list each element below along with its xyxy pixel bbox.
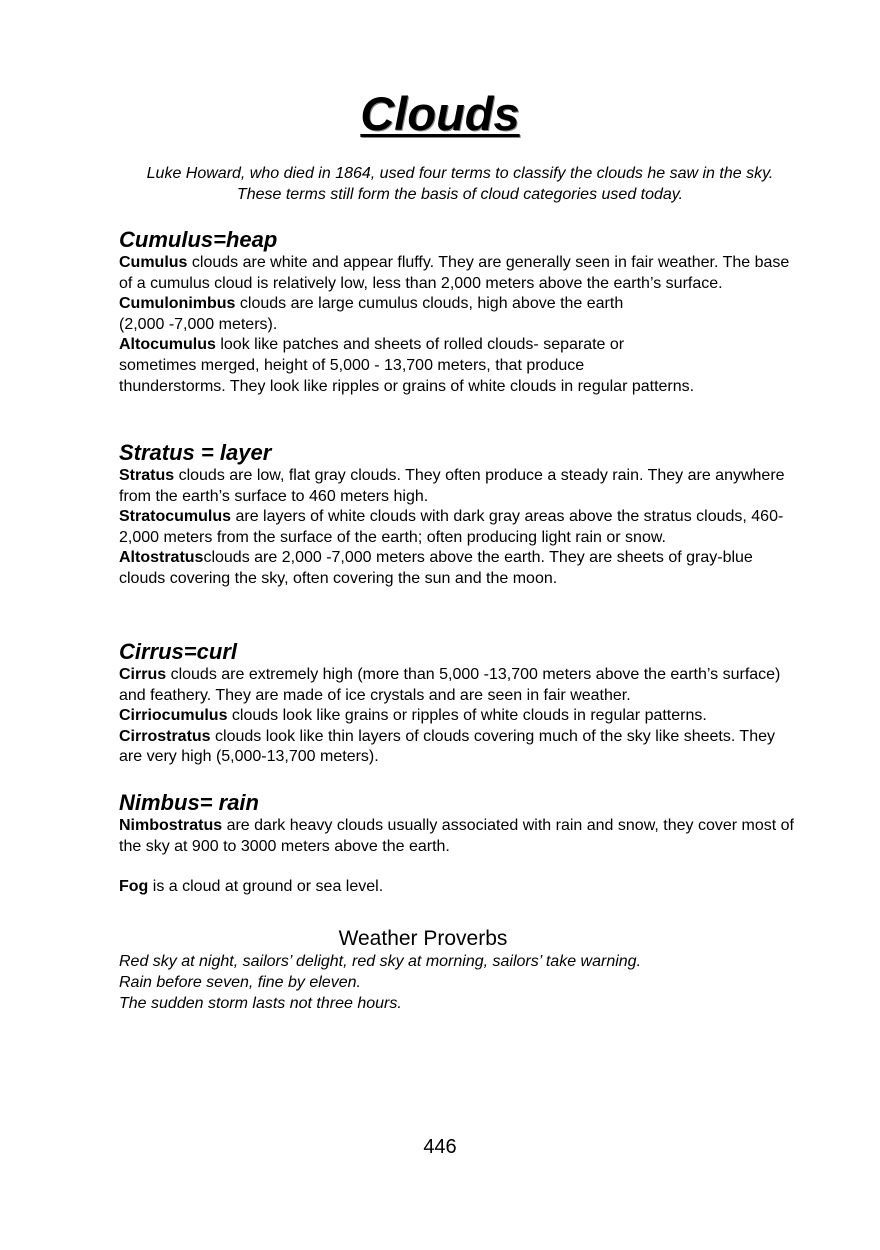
definition: clouds look like thin layers of clouds covering much of the sky like sheets. They are very high (5,000-13,700 meters). <box>119 727 775 766</box>
proverb: The sudden storm lasts not three hours. <box>119 995 402 1012</box>
term: Cumulonimbus <box>119 295 236 313</box>
section-nimbus <box>119 790 799 898</box>
fog-paragraph <box>119 877 799 898</box>
page-number: 446 <box>423 1136 457 1158</box>
intro-paragraph <box>100 163 820 205</box>
section-cumulus <box>119 227 799 397</box>
definition-cont: (2,000 -7,000 meters). <box>119 315 278 333</box>
section-heading: Stratus = layer <box>119 440 272 465</box>
term: Cirrostratus <box>119 727 211 745</box>
proverb: Red sky at night, sailors’ delight, red sky at morning, sailors’ take warning. <box>119 953 642 970</box>
definition: clouds are 2,000 -7,000 meters above the earth. They are sheets of gray-blue clouds covering the sky, often covering the sun and the moon. <box>119 549 753 587</box>
definition: clouds are low, flat gray clouds. They often produce a steady rain. They are anywhere from the earth’s surface to 460 meters high. <box>119 467 785 505</box>
term: Cirrus <box>119 666 167 683</box>
cirrus-paragraph <box>119 665 799 706</box>
proverb: Rain before seven, fine by eleven. <box>119 974 361 991</box>
definition: are dark heavy clouds usually associated with rain and snow, they cover most of the sky at 900 to 3000 meters above the earth. <box>119 817 794 855</box>
cumulus-paragraph <box>119 253 799 294</box>
stratocumulus-paragraph <box>119 507 799 548</box>
altocumulus-paragraph <box>119 335 799 397</box>
cirriocumulus-paragraph <box>119 706 799 727</box>
definition: clouds are large cumulus clouds, high above the earth <box>235 295 624 313</box>
term: Altostratus <box>119 549 204 567</box>
definition-cont: thunderstorms. They look like ripples or grains of white clouds in regular patterns. <box>119 377 695 395</box>
definition: is a cloud at ground or sea level. <box>148 878 384 896</box>
definition: clouds look like grains or ripples of white clouds in regular patterns. <box>227 707 707 725</box>
nimbostratus-paragraph <box>119 816 799 857</box>
intro-line-1: Luke Howard, who died in 1864, used four terms to classify the clouds he saw in the sky. <box>146 165 774 182</box>
definition: clouds are white and appear fluffy. They are generally seen in fair weather. The base of a cumulus cloud is relatively low, less than 2,000 meters above the earth’s surface. <box>119 254 790 292</box>
definition: are layers of white clouds with dark gray areas above the stratus clouds, 460- 2,000 meters from the surface of the earth; often producing light rain or snow. <box>119 508 784 546</box>
intro-line-2: These terms still form the basis of cloud categories used today. <box>236 186 684 203</box>
proverbs-list <box>119 951 799 1014</box>
term: Cumulus <box>119 254 188 271</box>
section-heading: Cumulus=heap <box>119 227 278 252</box>
term: Cirriocumulus <box>119 707 228 725</box>
cumulonimbus-paragraph <box>119 294 799 335</box>
definition: look like patches and sheets of rolled clouds- separate or <box>215 336 625 354</box>
cirrostratus-paragraph <box>119 727 799 768</box>
stratus-paragraph <box>119 466 799 507</box>
section-heading: Nimbus= rain <box>119 790 259 815</box>
definition-cont: sometimes merged, height of 5,000 - 13,700 meters, that produce <box>119 356 585 374</box>
term: Stratocumulus <box>119 508 232 526</box>
page-title: Clouds <box>360 87 520 140</box>
term: Fog <box>119 878 149 896</box>
definition: clouds are extremely high (more than 5,000 -13,700 meters above the earth’s surface) and feathery. They are made of ice crystals and are seen in fair weather. <box>119 666 781 704</box>
term: Stratus <box>119 467 175 484</box>
section-stratus <box>119 440 799 590</box>
proverbs-title: Weather Proverbs <box>338 927 508 950</box>
altostratus-paragraph <box>119 548 799 589</box>
section-heading: Cirrus=curl <box>119 639 237 664</box>
term: Nimbostratus <box>119 817 223 834</box>
term: Altocumulus <box>119 336 216 354</box>
section-cirrus <box>119 639 799 768</box>
